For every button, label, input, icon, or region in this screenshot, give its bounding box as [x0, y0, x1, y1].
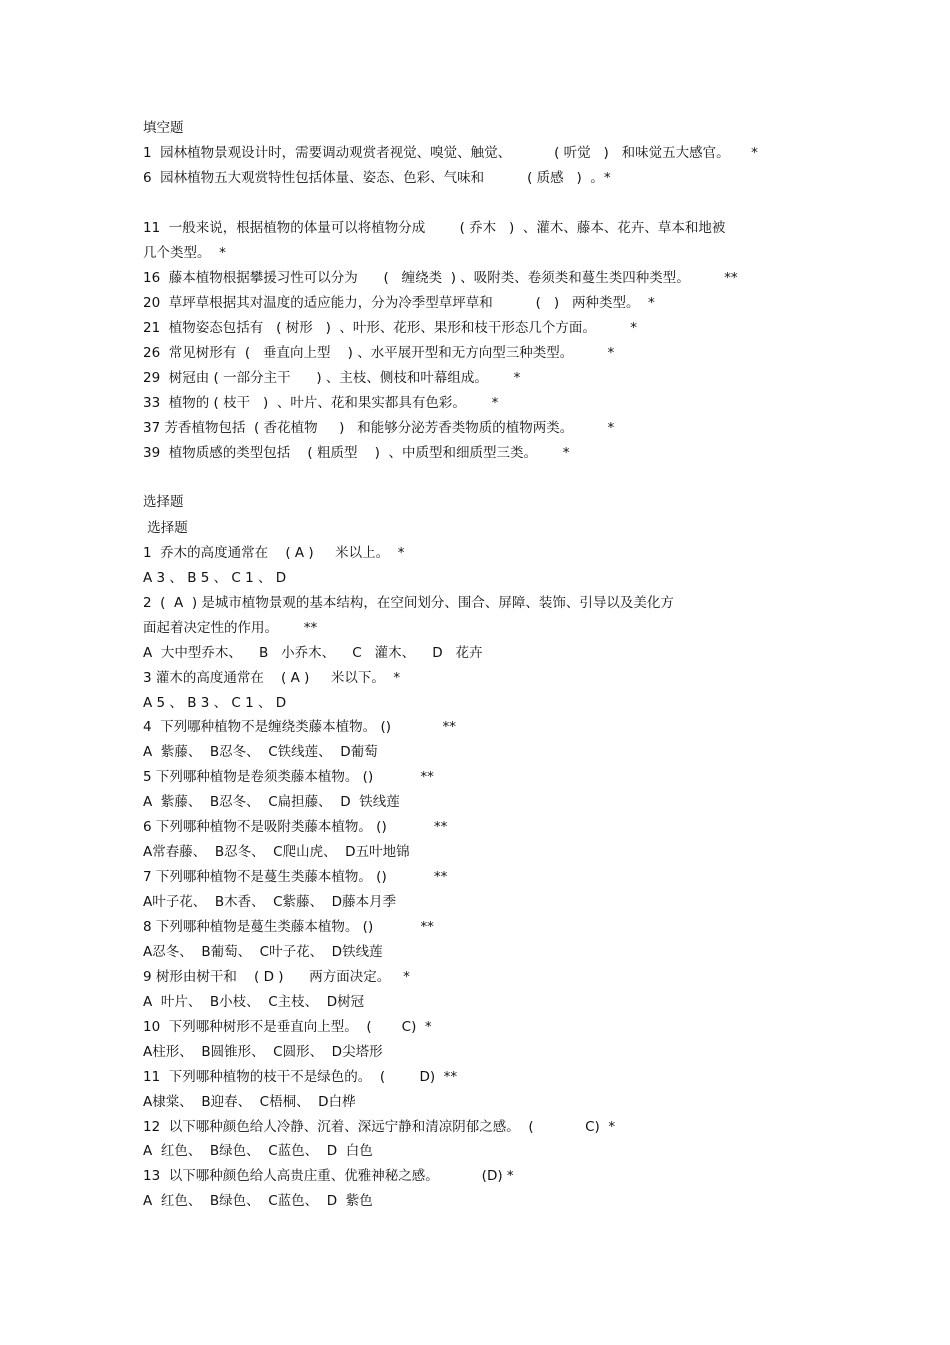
fill-blank-line: 37 芳香植物包括 ( 香花植物 ) 和能够分泌芳香类物质的植物两类。 * [143, 420, 615, 436]
choice-line: A 3 、 B 5 、 C 1 、 D [143, 570, 287, 586]
choice-line: 2 ( A ) 是城市植物景观的基本结构，在空间划分、围合、屏障、装饰、引导以及美化方 [143, 595, 674, 611]
choice-line: A棣棠、 B迎春、 C梧桐、 D白桦 [143, 1094, 356, 1110]
choice-line: 11 下列哪种植物的枝干不是绿色的。 ( D) ** [143, 1069, 458, 1085]
fill-blank-line: 33 植物的 ( 枝干 ) 、叶片、花和果实都具有色彩。 * [143, 395, 499, 411]
choice-line: A常春藤、 B忍冬、 C爬山虎、 D五叶地锦 [143, 844, 410, 860]
fill-blank-line: 39 植物质感的类型包括 ( 粗质型 ) 、中质型和细质型三类。 * [143, 445, 570, 461]
choice-line: 10 下列哪种树形不是垂直向上型。 ( C) * [143, 1019, 432, 1035]
fill-blank-heading: 填空题 [143, 120, 184, 136]
fill-blank-line: 6 园林植物五大观赏特性包括体量、姿态、色彩、气味和 ( 质感 ) 。* [143, 170, 611, 186]
multiple-choice-heading: 选择题 [143, 494, 184, 510]
choice-line: 12 以下哪种颜色给人冷静、沉着、深远宁静和清凉阴郁之感。 ( C) * [143, 1119, 616, 1135]
choice-line: A 5 、 B 3 、 C 1 、 D [143, 695, 287, 711]
choice-line: 8 下列哪种植物是蔓生类藤本植物。 () ** [143, 919, 434, 935]
choice-line: 3 灌木的高度通常在 ( A ) 米以下。 * [143, 670, 401, 686]
choice-line: A 红色、 B绿色、 C蓝色、 D 白色 [143, 1143, 373, 1159]
fill-blank-line: 29 树冠由 ( 一部分主干 ) 、主枝、侧枝和叶幕组成。 * [143, 370, 521, 386]
choice-line: A 大中型乔木、 B 小乔木、 C 灌木、 D 花卉 [143, 645, 483, 661]
multiple-choice-subheading: 选择题 [143, 520, 188, 536]
fill-blank-line: 16 藤本植物根据攀援习性可以分为 ( 缠绕类 ) 、吸附类、卷须类和蔓生类四种类型。 ** [143, 270, 738, 286]
choice-line: A 红色、 B绿色、 C蓝色、 D 紫色 [143, 1193, 373, 1209]
fill-blank-line: 几个类型。 * [143, 245, 226, 261]
choice-line: 4 下列哪种植物不是缠绕类藤本植物。 () ** [143, 719, 456, 735]
fill-blank-line: 11 一般来说，根据植物的体量可以将植物分成 ( 乔木 ) 、灌木、藤本、花卉、草本和地被 [143, 220, 726, 236]
choice-line: 6 下列哪种植物不是吸附类藤本植物。 () ** [143, 819, 448, 835]
choice-line: A叶子花、 B木香、 C紫藤、 D藤本月季 [143, 894, 397, 910]
choice-line: 13 以下哪种颜色给人高贵庄重、优雅神秘之感。 (D) * [143, 1168, 514, 1184]
choice-line: A 紫藤、 B忍冬、 C铁线莲、 D葡萄 [143, 744, 378, 760]
choice-line: A 紫藤、 B忍冬、 C扁担藤、 D 铁线莲 [143, 794, 400, 810]
choice-line: 5 下列哪种植物是卷须类藤本植物。 () ** [143, 769, 434, 785]
choice-line: 面起着决定性的作用。 ** [143, 620, 318, 636]
choice-line: A柱形、 B圆锥形、 C圆形、 D尖塔形 [143, 1044, 383, 1060]
choice-line: 7 下列哪种植物不是蔓生类藤本植物。 () ** [143, 869, 448, 885]
fill-blank-line: 1 园林植物景观设计时，需要调动观赏者视觉、嗅觉、触觉、 ( 听觉 ) 和味觉五大感官。 * [143, 145, 758, 161]
fill-blank-line: 26 常见树形有 ( 垂直向上型 ) 、水平展开型和无方向型三种类型。 * [143, 345, 615, 361]
choice-line: 9 树形由树干和 ( D ) 两方面决定。 * [143, 969, 410, 985]
choice-line: A忍冬、 B葡萄、 C叶子花、 D铁线莲 [143, 944, 383, 960]
choice-line: 1 乔木的高度通常在 ( A ) 米以上。 * [143, 545, 405, 561]
choice-line: A 叶片、 B小枝、 C主枝、 D树冠 [143, 994, 365, 1010]
fill-blank-line: 20 草坪草根据其对温度的适应能力，分为冷季型草坪草和 ( ) 两种类型。 * [143, 295, 655, 311]
fill-blank-line: 21 植物姿态包括有 ( 树形 ) 、叶形、花形、果形和枝干形态几个方面。 * [143, 320, 637, 336]
